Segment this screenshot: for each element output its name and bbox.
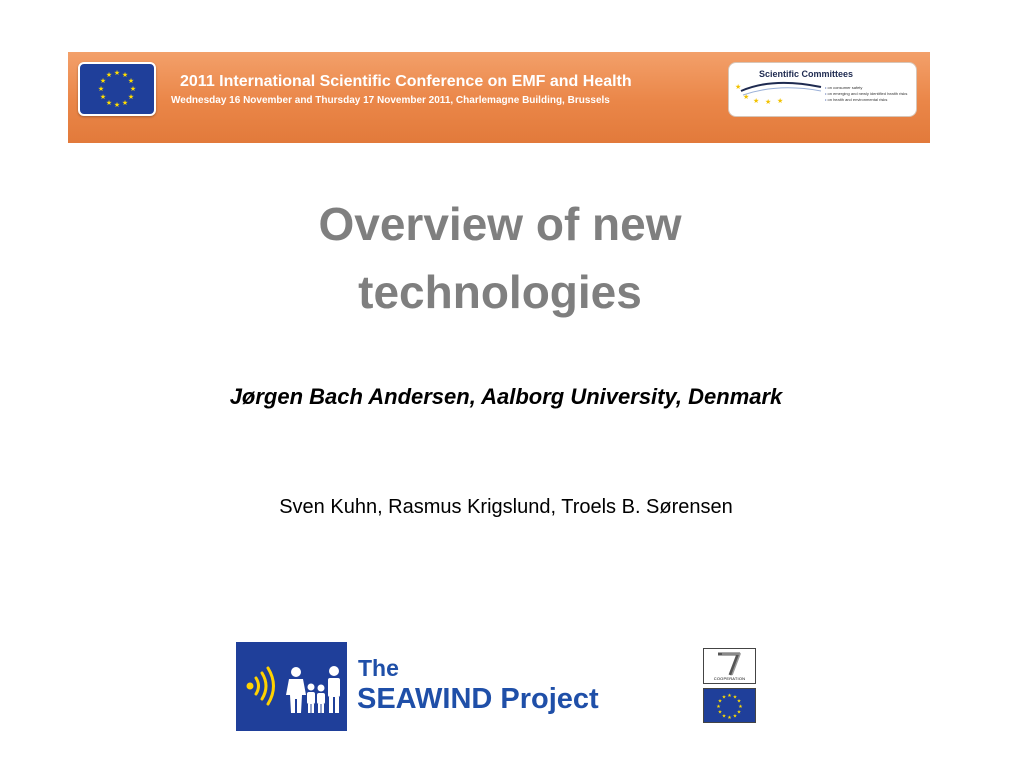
svg-text:★: ★ [753, 97, 760, 105]
scientific-committees-title: Scientific Committees [759, 69, 854, 79]
eu-flag-small [703, 688, 756, 723]
svg-text:★: ★ [735, 83, 742, 91]
svg-text:★: ★ [736, 709, 742, 716]
fp7-caption: COOPERATION [713, 676, 746, 681]
svg-text:★: ★ [721, 713, 727, 720]
svg-text:★: ★ [727, 693, 732, 699]
committees-list [825, 85, 907, 103]
slide-title-line-1: Overview of new [318, 198, 682, 250]
svg-text:★: ★ [777, 97, 784, 105]
fp7-seven-icon [704, 649, 755, 677]
svg-text:★: ★ [121, 71, 129, 79]
svg-text:★: ★ [113, 101, 121, 109]
svg-text:★: ★ [99, 93, 107, 101]
svg-text:★: ★ [732, 694, 738, 701]
svg-text:★: ★ [736, 698, 742, 705]
svg-text:★: ★ [97, 85, 105, 93]
seawind-logo-box [236, 642, 347, 731]
slide-title-line-2: technologies [358, 266, 642, 318]
svg-text:★: ★ [105, 71, 113, 79]
eu-stars-small-icon [704, 689, 755, 722]
conference-banner [68, 52, 930, 143]
svg-text:★: ★ [738, 704, 743, 710]
svg-text:★: ★ [99, 77, 107, 85]
svg-text:★: ★ [716, 704, 721, 710]
svg-text:★: ★ [105, 99, 113, 107]
seawind-logo-name: SEAWIND Project [357, 683, 599, 715]
committee-line: • on emerging and newly identified health risks [825, 91, 907, 97]
seawind-family-icon [236, 642, 347, 731]
svg-text:★: ★ [717, 698, 723, 705]
scientific-committees-logo [728, 62, 917, 117]
seawind-logo-the: The [358, 655, 399, 681]
eu-stars-icon [80, 64, 154, 114]
conference-subtitle: Wednesday 16 November and Thursday 17 November 2011, Charlemagne Building, Brussels [171, 95, 610, 106]
svg-text:★: ★ [121, 99, 129, 107]
svg-text:★: ★ [127, 77, 135, 85]
committee-line: • on consumer safety [825, 85, 907, 91]
fp7-logo [703, 648, 756, 684]
svg-text:★: ★ [765, 98, 772, 106]
eu-flag-logo [78, 62, 156, 116]
svg-text:★: ★ [113, 69, 121, 77]
svg-text:★: ★ [743, 93, 750, 101]
main-author: Jørgen Bach Andersen, Aalborg University, Denmark [229, 384, 783, 409]
committee-line: • on health and environmental risks [825, 97, 907, 103]
conference-title: 2011 International Scientific Conference on EMF and Health [180, 73, 632, 90]
slide-title [200, 190, 800, 326]
svg-text:★: ★ [732, 713, 738, 720]
svg-text:★: ★ [127, 93, 135, 101]
svg-text:★: ★ [721, 694, 727, 701]
svg-text:★: ★ [727, 715, 732, 721]
svg-text:★: ★ [717, 709, 723, 716]
co-authors: Sven Kuhn, Rasmus Krigslund, Troels B. Sørensen [279, 496, 733, 518]
svg-text:★: ★ [129, 85, 137, 93]
